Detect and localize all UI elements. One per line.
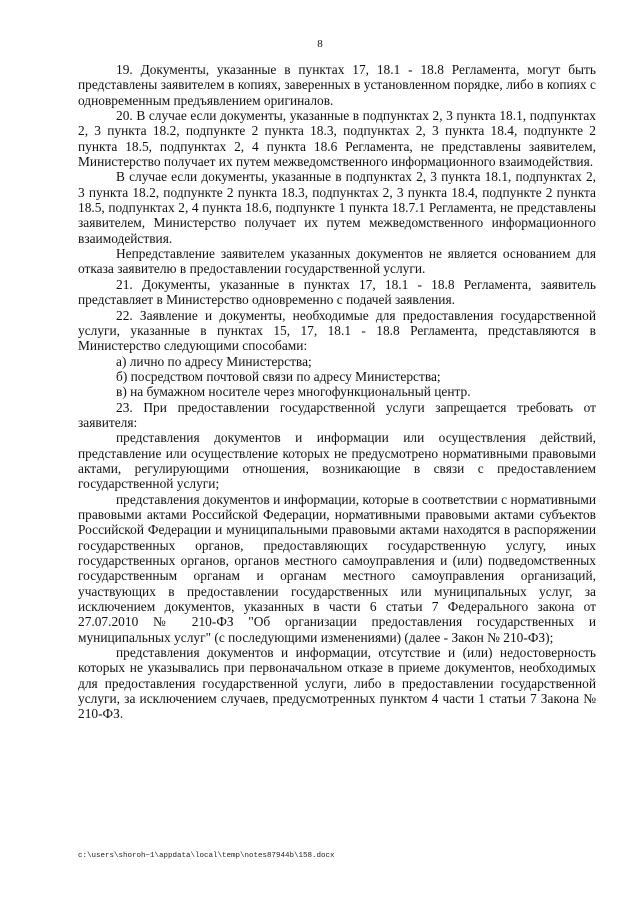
list-item-a: а) лично по адресу Министерства; bbox=[116, 353, 312, 369]
list-item-b: б) посредством почтовой связи по адресу Министерства; bbox=[116, 368, 441, 384]
paragraph-20-continued: В случае если документы, указанные в подпунктах 2, 3 пункта 18.1, подпунктах 2, 3 пункта 18.2, подпункте 2 пункта 18.3, подпунктах 2, 3 пункта 18.4, подпункте 2 пункта 18.5, подпунктах 2, 4 пункта 18.6, подпункте 1 пункта 18.7.1 Регламента, не представлены заявителем, Министерство получает их путем межведомственного информационного взаимодействия. bbox=[78, 169, 596, 246]
page-number: 8 bbox=[317, 38, 323, 50]
paragraph-19: 19. Документы, указанные в пунктах 17, 18.1 - 18.8 Регламента, могут быть представлены заявителем в копиях, заверенных в установленном порядке, либо в копиях с одновременным предъявлением оригиналов. bbox=[78, 62, 596, 108]
paragraph-23-item-1: представления документов и информации или осуществления действий, представление или осуществление которых не предусмотрено нормативными правовыми актами, регулирующими отношения, возникающие в связи с предоставлением государственной услуги; bbox=[78, 430, 596, 492]
paragraph-23-item-3: представления документов и информации, отсутствие и (или) недостоверность которых не указывались при первоначальном отказе в приеме документов, необходимых для предоставления государственной услуги, либо в предоставлении государственной услуги, за исключением случаев, предусмотренных пунктом 4 части 1 статьи 7 Закона № 210-ФЗ. bbox=[78, 645, 596, 722]
paragraph-23-item-2: представления документов и информации, которые в соответствии с нормативными правовыми актами Российской Федерации, нормативными правовыми актами субъектов Российской Федерации и муниципальными правовыми актами находятся в распоряжении государственных органов, предоставляющих государственную услугу, иных государственных органов, органов местного самоуправления и (или) подведомственных государственным органам и органам местного самоуправления организаций, участвующих в предоставлении государственных или муниципальных услуг, за исключением документов, указанных в части 6 статьи 7 Федерального закона от 27.07.2010 № 210-ФЗ "Об организации предоставления государственных и муниципальных услуг" (с последующими изменениями) (далее - Закон № 210-ФЗ); bbox=[78, 491, 596, 645]
paragraph-non-submission: Непредставление заявителем указанных документов не является основанием для отказа заявителю в предоставлении государственной услуги. bbox=[78, 246, 596, 277]
footer-file-path: c:\users\shoroh~1\appdata\local\temp\notes87944b\158.docx bbox=[78, 852, 335, 860]
paragraph-21: 21. Документы, указанные в пунктах 17, 18.1 - 18.8 Регламента, заявитель представляет в Министерство одновременно с подачей заявления. bbox=[78, 276, 596, 308]
paragraph-20: 20. В случае если документы, указанные в подпунктах 2, 3 пункта 18.1, подпунктах 2, 3 пункта 18.2, подпункте 2 пункта 18.3, подпунктах 2, 3 пункта 18.4, подпункте 2 пункта 18.5, подпунктах 2, 4 пункта 18.6 Регламента, не представлены заявителем, Министерство получает их путем межведомственного информационного взаимодействия. bbox=[78, 108, 596, 170]
document-body bbox=[78, 62, 596, 722]
paragraph-22: 22. Заявление и документы, необходимые для предоставления государственной услуги, указанные в пунктах 15, 17, 18.1 - 18.8 Регламента, представляются в Министерство следующими способами: bbox=[78, 307, 596, 354]
list-item-v: в) на бумажном носителе через многофункциональный центр. bbox=[116, 384, 471, 400]
paragraph-23: 23. При предоставлении государственной услуги запрещается требовать от заявителя: bbox=[78, 399, 596, 430]
